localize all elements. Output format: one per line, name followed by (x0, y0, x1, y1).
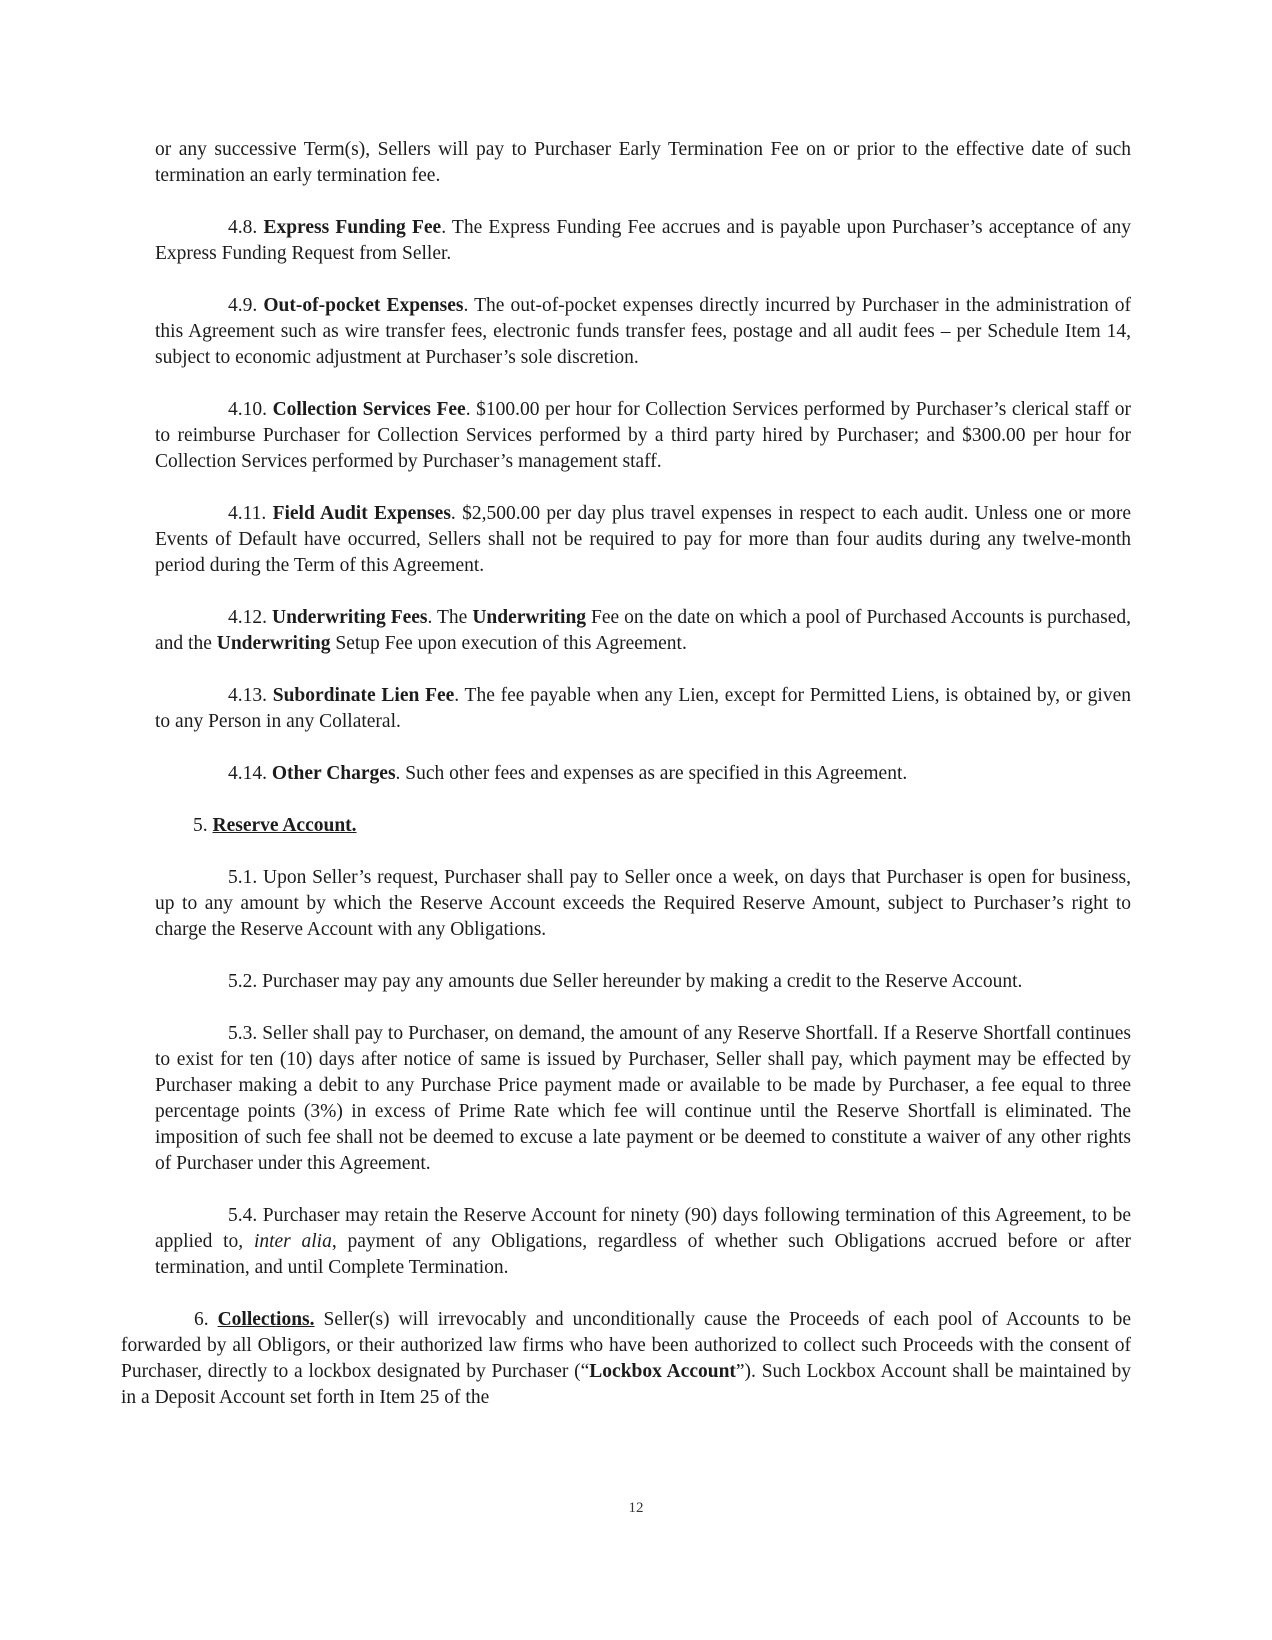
section-5-heading: 5. Reserve Account. (193, 815, 357, 836)
section-heading: Reserve Account. (212, 815, 357, 836)
section-heading: Other Charges (271, 763, 396, 784)
section-4-11: 4.11. Field Audit Expenses. $2,500.00 per day plus travel expenses in respect to each audit. Unless one or more Events of Default have occurred, Sellers shall not be required to pay for more than four audits during any twelve-month period during the Term of this Agreement. (155, 503, 1131, 576)
section-heading: Out-of-pocket Expenses (263, 295, 464, 316)
section-heading: Express Funding Fee (263, 217, 442, 238)
page-number: 12 (628, 1500, 644, 1516)
section-4-12: 4.12. Underwriting Fees. The Underwriting Fee on the date on which a pool of Purchased Accounts is purchased, and the Underwriting Setup Fee upon execution of this Agreement. (155, 607, 1132, 654)
section-6: 6. Collections. Seller(s) will irrevocably and unconditionally cause the Proceeds of each pool of Accounts to be forwarded by all Obligors, or their authorized law firms who have been authorized to collect such Proceeds with the consent of Purchaser, directly to a lockbox designated by Purchaser (“Lockbox Account”). Such Lockbox Account shall be maintained by in a Deposit Account set forth in Item 25 of the (121, 1309, 1131, 1408)
section-heading: Subordinate Lien Fee (272, 685, 455, 706)
section-4-9: 4.9. Out-of-pocket Expenses. The out-of-pocket expenses directly incurred by Purchaser in the administration of this Agreement such as wire transfer fees, electronic funds transfer fees, postage and all audit fees – per Schedule Item 14, subject to economic adjustment at Purchaser’s sole discretion. (155, 295, 1132, 368)
section-4-14: 4.14. Other Charges. Such other fees and expenses as are specified in this Agreement. (228, 763, 908, 784)
section-5-4: 5.4. Purchaser may retain the Reserve Account for ninety (90) days following termination of this Agreement, to be applied to, inter alia, payment of any Obligations, regardless of whether such Obligations accrued before or after termination, and until Complete Termination. (155, 1205, 1132, 1278)
section-heading: Collections. (217, 1309, 315, 1330)
section-5-2: 5.2. Purchaser may pay any amounts due Seller hereunder by making a credit to the Reserve Account. (228, 971, 1023, 992)
section-heading: Underwriting Fees (271, 607, 428, 628)
section-5-3: 5.3. Seller shall pay to Purchaser, on demand, the amount of any Reserve Shortfall. If a Reserve Shortfall continues to exist for ten (10) days after notice of same is issued by Purchaser, Seller shall pay, which payment may be effected by Purchaser making a debit to any Purchase Price payment made or available to be made by Purchaser, a fee equal to three percentage points (3%) in excess of Prime Rate which fee will continue until the Reserve Shortfall is eliminated. The imposition of such fee shall not be deemed to excuse a late payment or be deemed to constitute a waiver of any other rights of Purchaser under this Agreement. (155, 1023, 1131, 1174)
document-body (121, 137, 1132, 1411)
section-4-13: 4.13. Subordinate Lien Fee. The fee payable when any Lien, except for Permitted Liens, is obtained by, or given to any Person in any Collateral. (155, 685, 1132, 732)
section-heading: Field Audit Expenses (272, 503, 451, 524)
paragraph-continued: or any successive Term(s), Sellers will pay to Purchaser Early Termination Fee on or prior to the effective date of such termination an early termination fee. (155, 139, 1131, 186)
section-5-1: 5.1. Upon Seller’s request, Purchaser shall pay to Seller once a week, on days that Purchaser is open for business, up to any amount by which the Reserve Account exceeds the Required Reserve Amount, subject to Purchaser’s right to charge the Reserve Account with any Obligations. (155, 867, 1131, 940)
section-4-8: 4.8. Express Funding Fee. The Express Funding Fee accrues and is payable upon Purchaser’s acceptance of any Express Funding Request from Seller. (155, 217, 1132, 264)
section-4-10: 4.10. Collection Services Fee. $100.00 per hour for Collection Services performed by Purchaser’s clerical staff or to reimburse Purchaser for Collection Services performed by a third party hired by Purchaser; and $300.00 per hour for Collection Services performed by Purchaser’s management staff. (155, 399, 1131, 472)
section-heading: Collection Services Fee (272, 399, 466, 420)
